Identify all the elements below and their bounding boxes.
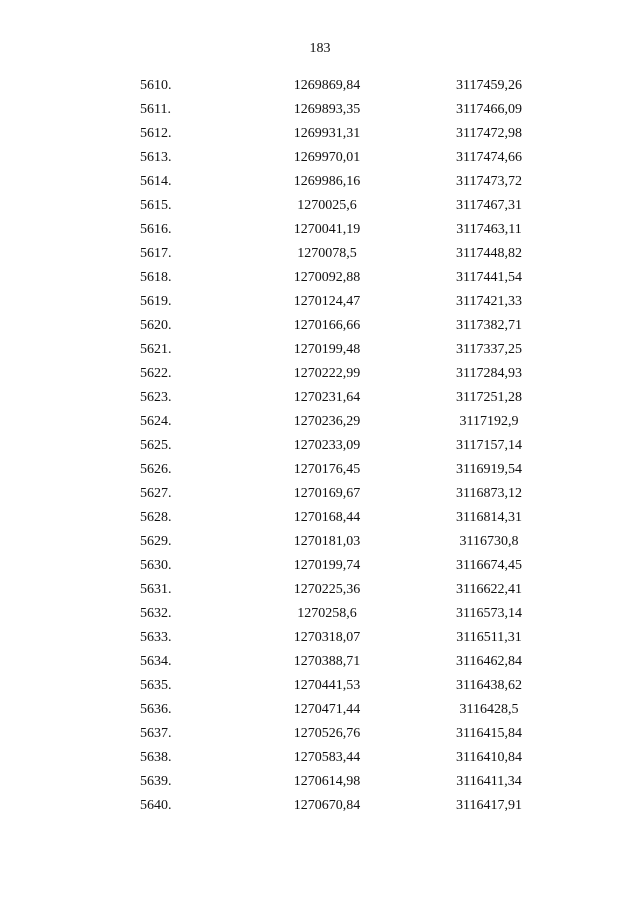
point-number-cell: 5633.	[140, 630, 172, 645]
point-number-cell: 5627.	[140, 486, 172, 501]
point-number-cell: 5616.	[140, 222, 172, 237]
x-coordinate-cell: 1270614,98	[293, 774, 361, 789]
point-number-cell: 5635.	[140, 678, 172, 693]
table-row	[0, 556, 640, 580]
point-number-cell: 5621.	[140, 342, 172, 357]
table-row	[0, 364, 640, 388]
y-coordinate-cell: 3116410,84	[456, 750, 522, 765]
table-row	[0, 124, 640, 148]
y-coordinate-cell: 3116438,62	[456, 678, 522, 693]
x-coordinate-cell: 1270318,07	[293, 630, 361, 645]
x-coordinate-cell: 1269869,84	[293, 78, 361, 93]
table-row	[0, 604, 640, 628]
x-coordinate-cell: 1270225,36	[293, 582, 361, 597]
y-coordinate-cell: 3117448,82	[456, 246, 522, 261]
point-number-cell: 5632.	[140, 606, 172, 621]
y-coordinate-cell: 3117251,28	[456, 390, 522, 405]
y-coordinate-cell: 3117284,93	[456, 366, 522, 381]
y-coordinate-cell: 3116674,45	[456, 558, 522, 573]
x-coordinate-cell: 1270199,74	[293, 558, 361, 573]
point-number-cell: 5634.	[140, 654, 172, 669]
y-coordinate-cell: 3117421,33	[456, 294, 522, 309]
x-coordinate-cell: 1270441,53	[293, 678, 361, 693]
table-row	[0, 676, 640, 700]
y-coordinate-cell: 3116873,12	[456, 486, 522, 501]
table-row	[0, 220, 640, 244]
table-row	[0, 772, 640, 796]
table-row	[0, 700, 640, 724]
x-coordinate-cell: 1270236,29	[293, 414, 361, 429]
table-row	[0, 484, 640, 508]
x-coordinate-cell: 1269893,35	[293, 102, 361, 117]
y-coordinate-cell: 3117441,54	[456, 270, 522, 285]
table-row	[0, 748, 640, 772]
point-number-cell: 5611.	[140, 102, 171, 117]
x-coordinate-cell: 1270199,48	[293, 342, 361, 357]
table-row	[0, 196, 640, 220]
point-number-cell: 5624.	[140, 414, 172, 429]
table-row	[0, 412, 640, 436]
y-coordinate-cell: 3116417,91	[456, 798, 522, 813]
point-number-cell: 5622.	[140, 366, 172, 381]
y-coordinate-cell: 3117467,31	[456, 198, 522, 213]
x-coordinate-cell: 1270168,44	[293, 510, 361, 525]
x-coordinate-cell: 1269970,01	[293, 150, 361, 165]
x-coordinate-cell: 1270583,44	[293, 750, 361, 765]
point-number-cell: 5631.	[140, 582, 172, 597]
y-coordinate-cell: 3117473,72	[456, 174, 522, 189]
table-row	[0, 172, 640, 196]
point-number-cell: 5630.	[140, 558, 172, 573]
table-row	[0, 436, 640, 460]
y-coordinate-cell: 3116428,5	[459, 702, 519, 717]
x-coordinate-cell: 1270670,84	[293, 798, 361, 813]
y-coordinate-cell: 3116622,41	[456, 582, 522, 597]
point-number-cell: 5614.	[140, 174, 172, 189]
table-row	[0, 340, 640, 364]
point-number-cell: 5629.	[140, 534, 172, 549]
table-row	[0, 100, 640, 124]
point-number-cell: 5623.	[140, 390, 172, 405]
x-coordinate-cell: 1270231,64	[293, 390, 361, 405]
table-row	[0, 652, 640, 676]
x-coordinate-cell: 1270025,6	[297, 198, 357, 213]
x-coordinate-cell: 1270181,03	[293, 534, 361, 549]
page-number: 183	[309, 41, 331, 56]
x-coordinate-cell: 1270258,6	[297, 606, 357, 621]
x-coordinate-cell: 1270041,19	[293, 222, 361, 237]
point-number-cell: 5626.	[140, 462, 172, 477]
table-row	[0, 796, 640, 820]
table-row	[0, 460, 640, 484]
y-coordinate-cell: 3117472,98	[456, 126, 522, 141]
y-coordinate-cell: 3117337,25	[456, 342, 522, 357]
table-row	[0, 508, 640, 532]
point-number-cell: 5618.	[140, 270, 172, 285]
table-row	[0, 244, 640, 268]
x-coordinate-cell: 1270233,09	[293, 438, 361, 453]
table-row	[0, 292, 640, 316]
table-row	[0, 316, 640, 340]
x-coordinate-cell: 1270169,67	[293, 486, 361, 501]
y-coordinate-cell: 3116573,14	[456, 606, 522, 621]
point-number-cell: 5613.	[140, 150, 172, 165]
point-number-cell: 5615.	[140, 198, 172, 213]
y-coordinate-cell: 3117466,09	[456, 102, 522, 117]
x-coordinate-cell: 1270222,99	[293, 366, 361, 381]
point-number-cell: 5640.	[140, 798, 172, 813]
y-coordinate-cell: 3116462,84	[456, 654, 522, 669]
x-coordinate-cell: 1270471,44	[293, 702, 361, 717]
y-coordinate-cell: 3116411,34	[456, 774, 522, 789]
table-row	[0, 628, 640, 652]
y-coordinate-cell: 3116919,54	[456, 462, 522, 477]
y-coordinate-cell: 3116814,31	[456, 510, 522, 525]
x-coordinate-cell: 1270166,66	[293, 318, 361, 333]
x-coordinate-cell: 1270124,47	[293, 294, 361, 309]
point-number-cell: 5619.	[140, 294, 172, 309]
table-row	[0, 388, 640, 412]
y-coordinate-cell: 3117157,14	[456, 438, 522, 453]
point-number-cell: 5617.	[140, 246, 172, 261]
table-row	[0, 580, 640, 604]
y-coordinate-cell: 3117382,71	[456, 318, 522, 333]
y-coordinate-cell: 3116730,8	[459, 534, 519, 549]
point-number-cell: 5620.	[140, 318, 172, 333]
point-number-cell: 5625.	[140, 438, 172, 453]
point-number-cell: 5636.	[140, 702, 172, 717]
x-coordinate-cell: 1270388,71	[293, 654, 361, 669]
x-coordinate-cell: 1270078,5	[297, 246, 357, 261]
table-row	[0, 532, 640, 556]
x-coordinate-cell: 1269986,16	[293, 174, 361, 189]
y-coordinate-cell: 3116415,84	[456, 726, 522, 741]
x-coordinate-cell: 1270526,76	[293, 726, 361, 741]
y-coordinate-cell: 3117474,66	[456, 150, 522, 165]
y-coordinate-cell: 3117192,9	[459, 414, 519, 429]
point-number-cell: 5612.	[140, 126, 172, 141]
y-coordinate-cell: 3117463,11	[456, 222, 522, 237]
table-row	[0, 724, 640, 748]
point-number-cell: 5637.	[140, 726, 172, 741]
point-number-cell: 5628.	[140, 510, 172, 525]
y-coordinate-cell: 3117459,26	[456, 78, 522, 93]
table-row	[0, 76, 640, 100]
point-number-cell: 5610.	[140, 78, 172, 93]
table-row	[0, 148, 640, 172]
y-coordinate-cell: 3116511,31	[456, 630, 522, 645]
coordinate-table	[0, 76, 640, 820]
point-number-cell: 5639.	[140, 774, 172, 789]
x-coordinate-cell: 1269931,31	[293, 126, 361, 141]
table-row	[0, 268, 640, 292]
point-number-cell: 5638.	[140, 750, 172, 765]
x-coordinate-cell: 1270092,88	[293, 270, 361, 285]
x-coordinate-cell: 1270176,45	[293, 462, 361, 477]
